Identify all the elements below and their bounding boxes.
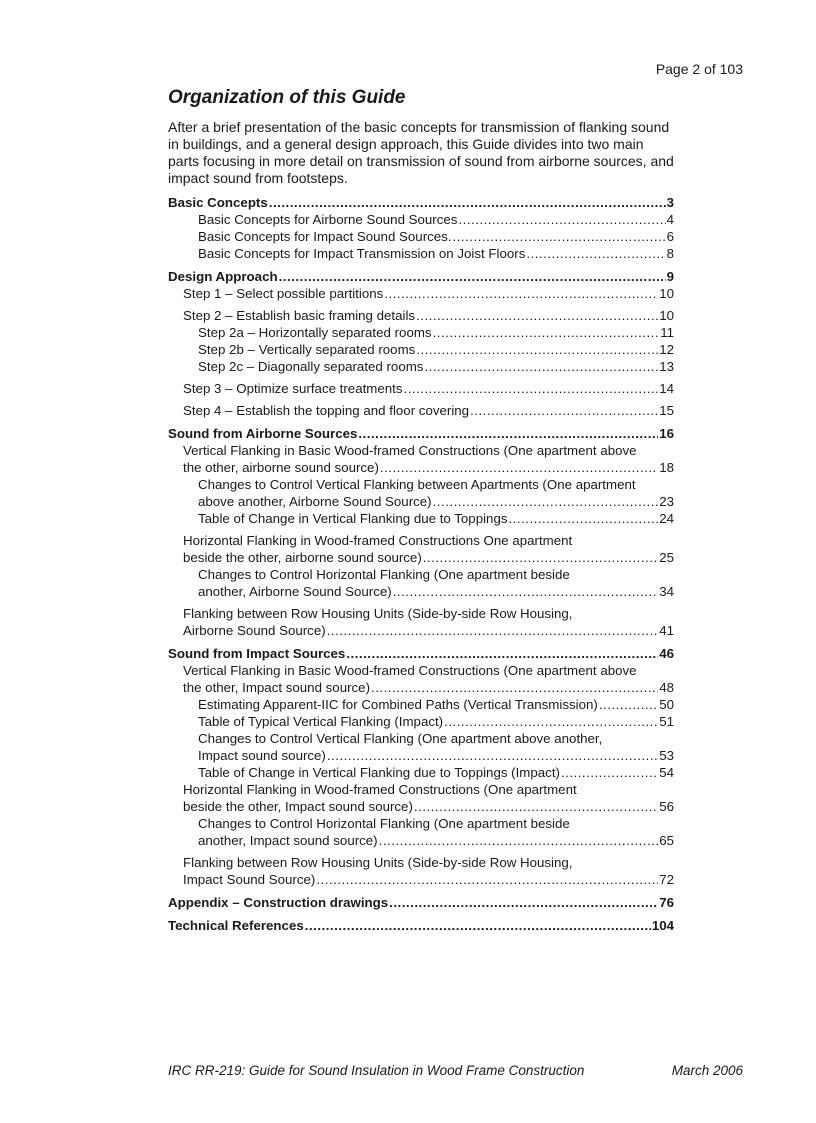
toc-entry[interactable] [168,510,674,527]
toc-page-number: 3 [666,195,674,210]
toc-entry[interactable] [168,358,674,375]
toc-page-number: 56 [659,799,674,814]
toc-entry-label: Airborne Sound Source) [183,623,326,638]
dot-leader [433,324,660,341]
footer-title: IRC RR-219: Guide for Sound Insulation in Wood Frame Construction [168,1063,585,1078]
toc-entry-label: Step 1 – Select possible partitions [183,286,384,301]
toc-page-number: 15 [659,403,674,418]
table-of-contents [168,194,674,934]
toc-page-number: 53 [659,748,674,763]
dot-leader [327,622,659,639]
dot-leader [599,696,658,713]
toc-entry-row [198,228,674,245]
toc-entry[interactable] [168,662,674,696]
dot-leader [470,402,658,419]
dot-leader [424,358,658,375]
toc-page-number: 18 [659,460,674,475]
dot-leader [279,268,666,285]
dot-leader [404,380,659,397]
toc-page-number: 10 [659,286,674,301]
toc-entry-label: Basic Concepts for Impact Sound Sources. [198,229,452,244]
toc-page-number: 24 [659,511,674,526]
toc-entry-row [198,211,674,228]
dot-leader [371,679,658,696]
toc-entry[interactable] [168,605,674,639]
toc-entry-row [198,245,674,262]
toc-page-number: 76 [659,895,674,910]
toc-entry-label: Step 2c – Diagonally separated rooms [198,359,424,374]
toc-entry[interactable] [168,645,674,662]
toc-entry-title-line: Flanking between Row Housing Units (Side-by-side Row Housing, [183,855,573,870]
toc-entry[interactable] [168,245,674,262]
toc-entry-label: the other, airborne sound source) [183,460,379,475]
toc-entry-title-line: Horizontal Flanking in Wood-framed Constructions One apartment [183,533,573,548]
toc-entry-row [168,894,674,911]
toc-entry-label: Impact sound source) [198,748,326,763]
dot-leader [458,211,665,228]
toc-entry[interactable] [168,211,674,228]
toc-entry[interactable] [168,781,674,815]
toc-entry[interactable] [168,476,674,510]
toc-entry-row [198,510,674,527]
toc-entry-label: Sound from Impact Sources [168,646,346,661]
toc-entry-row [183,402,674,419]
toc-page-number: 41 [659,623,674,638]
toc-entry[interactable] [168,894,674,911]
toc-entry[interactable] [168,532,674,566]
toc-page-number: 11 [660,325,674,340]
toc-entry-row [198,493,674,510]
toc-entry-row [183,679,674,696]
toc-page-number: 4 [666,212,674,227]
footer [168,1063,743,1078]
dot-leader [269,194,666,211]
toc-entry-label: Basic Concepts for Airborne Sound Sources [198,212,458,227]
toc-page-number: 12 [659,342,674,357]
toc-entry-row [183,622,674,639]
dot-leader [379,832,659,849]
toc-entry-label: Basic Concepts [168,195,268,210]
toc-entry-row [198,764,674,781]
toc-entry-label: Design Approach [168,269,278,284]
toc-entry-label: Impact Sound Source) [183,872,316,887]
content [168,86,674,934]
dot-leader [416,341,658,358]
toc-entry-row [198,341,674,358]
dot-leader [433,493,659,510]
toc-page-number: 9 [666,269,674,284]
dot-leader [316,871,658,888]
toc-entry-title-line: Changes to Control Vertical Flanking (One apartment above another, [198,731,603,746]
toc-entry[interactable] [168,764,674,781]
toc-entry-row [168,645,674,662]
toc-entry[interactable] [168,713,674,730]
toc-entry-label: another, Impact sound source) [198,833,378,848]
toc-page-number: 14 [659,381,674,396]
toc-entry-label: Step 2b – Vertically separated rooms [198,342,416,357]
toc-entry[interactable] [168,917,674,934]
toc-entry-row [198,583,674,600]
toc-entry-label: Table of Change in Vertical Flanking due to Toppings (Impact) [198,765,560,780]
toc-entry-row [183,307,674,324]
toc-entry-row [198,358,674,375]
toc-page-number: 25 [659,550,674,565]
dot-leader [561,764,658,781]
toc-entry-row [168,917,674,934]
toc-entry[interactable] [168,566,674,600]
dot-leader [380,459,658,476]
toc-entry[interactable] [168,307,674,324]
toc-page-number: 54 [659,765,674,780]
dot-leader [346,645,658,662]
dot-leader [327,747,658,764]
toc-entry[interactable] [168,194,674,211]
toc-entry-label: beside the other, Impact sound source) [183,799,413,814]
toc-entry[interactable] [168,324,674,341]
toc-page-number: 65 [659,833,674,848]
toc-entry-label: Basic Concepts for Impact Transmission on Joist Floors [198,246,526,261]
toc-entry-label: Estimating Apparent-IIC for Combined Paths (Vertical Transmission) [198,697,598,712]
toc-entry-row [183,549,674,566]
dot-leader [416,307,658,324]
toc-page-number: 48 [659,680,674,695]
intro-paragraph: After a brief presentation of the basic concepts for transmission of flanking sound in buildings, and a general design approach, this Guide divides into two main parts focusing in more detail on transmission of sound from airborne sources, and impact sound from footsteps. [168,119,674,186]
toc-entry-row [198,696,674,713]
toc-entry-label: Step 2 – Establish basic framing details [183,308,416,323]
toc-page-number: 8 [666,246,674,261]
toc-page-number: 6 [666,229,674,244]
toc-entry[interactable] [168,380,674,397]
toc-entry[interactable] [168,815,674,849]
toc-entry[interactable] [168,268,674,285]
toc-page-number: 34 [659,584,674,599]
toc-entry-title-line: Changes to Control Horizontal Flanking (One apartment beside [198,567,570,582]
toc-entry-row [198,324,674,341]
footer-date: March 2006 [671,1063,743,1078]
toc-entry-row [183,798,674,815]
toc-entry-label: Table of Typical Vertical Flanking (Impact) [198,714,444,729]
toc-page-number: 16 [659,426,674,441]
dot-leader [305,917,651,934]
toc-page-number: 13 [659,359,674,374]
toc-entry-row [168,268,674,285]
toc-entry-title-line: Changes to Control Horizontal Flanking (One apartment beside [198,816,570,831]
dot-leader [414,798,658,815]
toc-entry[interactable] [168,402,674,419]
toc-entry-row [183,380,674,397]
toc-entry[interactable] [168,425,674,442]
toc-entry-title-line: Flanking between Row Housing Units (Side-by-side Row Housing, [183,606,573,621]
dot-leader [358,425,658,442]
toc-entry-label: another, Airborne Sound Source) [198,584,392,599]
toc-entry-row [183,871,674,888]
dot-leader [508,510,658,527]
dot-leader [526,245,665,262]
toc-entry[interactable] [168,442,674,476]
toc-entry-label: Appendix – Construction drawings [168,895,389,910]
page-title: Organization of this Guide [168,87,406,108]
page-number: Page 2 of 103 [655,61,743,77]
toc-entry-label: Sound from Airborne Sources [168,426,358,441]
dot-leader [393,583,659,600]
toc-entry[interactable] [168,228,674,245]
toc-entry-row [183,285,674,302]
toc-entry-title-line: Vertical Flanking in Basic Wood-framed Constructions (One apartment above [183,663,637,678]
toc-entry-label: the other, Impact sound source) [183,680,371,695]
toc-entry-row [198,832,674,849]
dot-leader [384,285,658,302]
toc-entry-label: Table of Change in Vertical Flanking due to Toppings [198,511,508,526]
toc-page-number: 23 [659,494,674,509]
toc-entry-title-line: Vertical Flanking in Basic Wood-framed Constructions (One apartment above [183,443,637,458]
toc-entry-label: beside the other, airborne sound source) [183,550,422,565]
toc-entry-row [168,425,674,442]
toc-entry-title-line: Horizontal Flanking in Wood-framed Constructions (One apartment [183,782,577,797]
toc-entry-row [198,747,674,764]
toc-entry-row [183,459,674,476]
toc-page-number: 46 [659,646,674,661]
toc-entry-label: Step 4 – Establish the topping and floor covering [183,403,470,418]
toc-entry[interactable] [168,341,674,358]
toc-entry-label: Technical References [168,918,304,933]
dot-leader [453,228,666,245]
toc-entry[interactable] [168,854,674,888]
toc-entry-label: Step 2a – Horizontally separated rooms [198,325,432,340]
toc-entry-title-line: Changes to Control Vertical Flanking between Apartments (One apartment [198,477,636,492]
toc-entry-row [168,194,674,211]
dot-leader [423,549,658,566]
toc-page-number: 10 [659,308,674,323]
toc-entry-label: above another, Airborne Sound Source) [198,494,432,509]
toc-entry[interactable] [168,730,674,764]
toc-page-number: 104 [651,918,674,933]
dot-leader [389,894,658,911]
toc-entry-label: Step 3 – Optimize surface treatments [183,381,403,396]
toc-page-number: 72 [659,872,674,887]
toc-page-number: 50 [659,697,674,712]
dot-leader [444,713,658,730]
toc-entry[interactable] [168,285,674,302]
toc-entry[interactable] [168,696,674,713]
toc-entry-row [198,713,674,730]
toc-page-number: 51 [659,714,674,729]
